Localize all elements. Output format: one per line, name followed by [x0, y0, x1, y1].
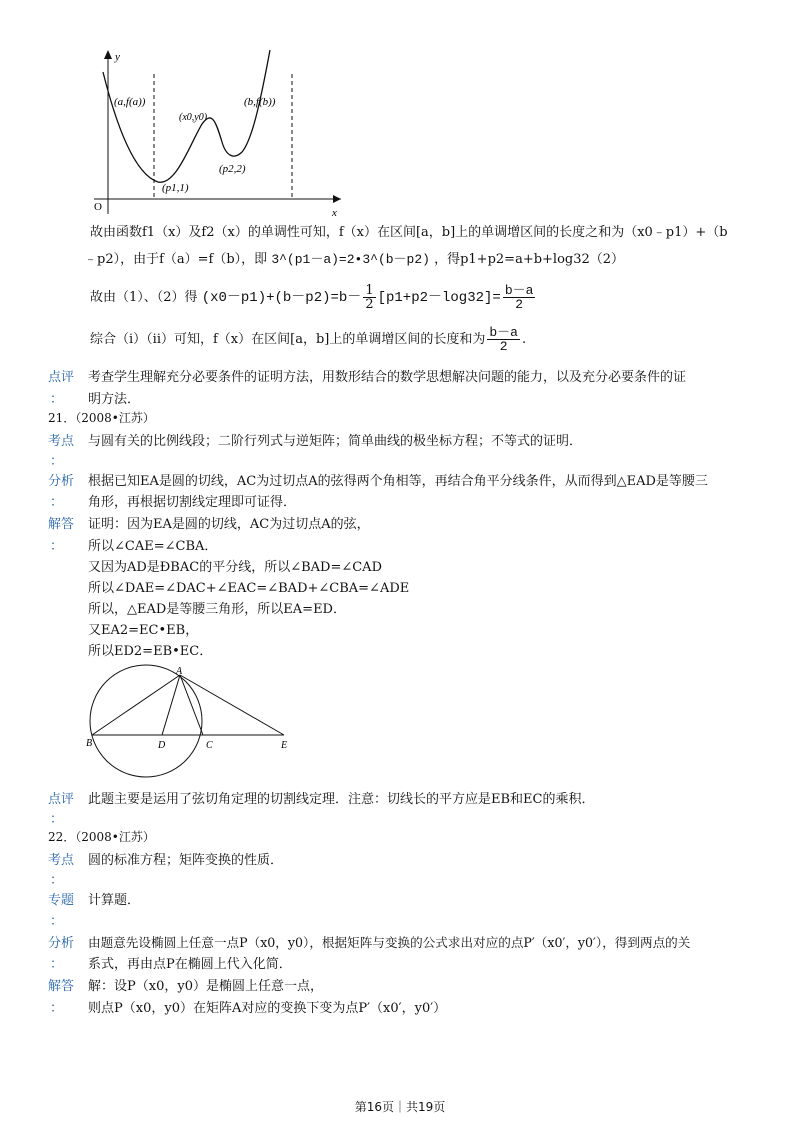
p20-dianping-line2: 明方法．: [88, 392, 141, 407]
q21-jieda-line: 证明：因为EA是圆的切线，AC为过切点A的弦，: [88, 517, 370, 532]
p20-line2-formula: 3^(p1－a)=2•3^(b－p2): [271, 252, 430, 267]
point-e: E: [281, 740, 288, 751]
q21-jieda-colon: ：: [50, 539, 64, 554]
q22-zhuanti-label: 专题: [48, 893, 75, 908]
circle: [90, 665, 202, 777]
q22-jieda-line1: 解：设P（x0，y0）是椭圆上任意一点，: [88, 979, 323, 994]
segment-ad: [162, 675, 180, 735]
q22-jieda-line2: 则点P（x0，y0）在矩阵A对应的变换下变为点P′（x0′，y0′）: [88, 1001, 447, 1016]
point-a: A: [176, 666, 183, 677]
p20-line3-bracket: [p1+p2－log32]=: [377, 290, 501, 306]
q22-kaodian-colon: ：: [50, 873, 64, 888]
q21-kaodian-colon: ：: [50, 454, 64, 469]
y-axis-label: y: [115, 51, 120, 63]
q21-kaodian-label: 考点: [48, 434, 75, 449]
p20-line2-text: ﹣p2），由于f（a）=f（b），即: [84, 252, 268, 267]
result-numerator: b－a: [504, 283, 534, 298]
result-fraction: [503, 284, 536, 311]
q21-header: 21．（2008•江苏）: [48, 411, 155, 425]
conclusion-fraction: [487, 326, 520, 353]
page-footer: 第16页｜共19页: [354, 1100, 446, 1114]
conclusion-denominator: 2: [499, 339, 508, 354]
q22-kaodian-label: 考点: [48, 853, 75, 868]
q21-dianping-colon: ：: [50, 812, 64, 827]
point-c: C: [206, 740, 213, 751]
q22-header: 22．（2008•江苏）: [48, 830, 155, 844]
half-numerator: 1: [365, 283, 374, 298]
p20-line4: 综合（i）（ii）可知，f（x）在区间[a，b]上的单调增区间的长度和为 $\frac{b-a}{2}$ .: [90, 325, 527, 354]
half-fraction: [363, 284, 375, 311]
p20-dianping-line1: 考查学生理解充分必要条件的证明方法，用数形结合的数学思想解决问题的能力，以及充分必要条件的证: [88, 370, 687, 385]
result-denominator: 2: [515, 297, 524, 312]
q21-dianping-text: 此题主要是运用了弦切角定理的切割线定理．注意：切线长的平方应是EB和EC的乘积．: [88, 792, 595, 807]
q22-jieda-colon: ：: [50, 1001, 64, 1016]
q22-fenxi-label: 分析: [48, 936, 75, 951]
function-graph: [86, 44, 346, 222]
q21-jieda-line: 所以ED2=EB•EC．: [88, 644, 213, 659]
q22-fenxi-line1: 由题意先设椭圆上任意一点P（x0，y0），根据矩阵与变换的公式求出对应的点P′（x0′，y0′），得到两点的关: [88, 935, 691, 950]
point-b: B: [86, 738, 93, 749]
q21-fenxi-line2: 角形，再根据切割线定理即可证得．: [88, 495, 297, 510]
p20-line3-formula: (x0－p1)+(b－p2)=b－: [201, 290, 362, 306]
q21-fenxi-label: 分析: [48, 474, 75, 489]
q21-fenxi-line1: 根据已知EA是圆的切线，AC为过切点A的弦得两个角相等，再结合角平分线条件，从而得到△EAD是等腰三: [88, 474, 708, 489]
x-axis-arrow-icon: [333, 195, 341, 203]
origin-label: O: [94, 201, 102, 213]
conclusion-numerator: b－a: [489, 325, 518, 340]
q21-jieda-line: 所以∠DAE=∠DAC+∠EAC=∠BAD+∠CBA=∠ADE: [88, 581, 410, 596]
q22-zhuanti-text: 计算题．: [88, 893, 141, 908]
half-denominator: 2: [365, 297, 374, 312]
p20-line3: [90, 284, 537, 311]
y-axis-arrow-icon: [104, 50, 112, 59]
point-d: D: [158, 740, 166, 751]
p20-dianping-label: 点评: [48, 370, 75, 385]
x-axis-label: x: [332, 207, 337, 219]
point-p1-label: (p1,1): [162, 182, 189, 194]
p20-line2-result: ，得p1+p2=a+b+log32（2）: [434, 252, 625, 267]
p20-line1: 故由函数f1（x）及f2（x）的单调性可知，f（x）在区间[a，b]上的单调增区间的长度之和为（x0﹣p1）+（b: [90, 225, 728, 240]
circle-tangent-figure: [84, 662, 304, 784]
point-a-label: (a,f(a)): [114, 96, 146, 108]
q22-jieda-label: 解答: [48, 979, 75, 994]
point-p2-label: (p2,2): [219, 163, 246, 175]
q21-dianping-label: 点评: [48, 792, 75, 807]
q22-fenxi-colon: ：: [50, 957, 64, 972]
p20-line4-text: 综合（i）（ii）可知，f（x）在区间[a，b]上的单调增区间的长度和为: [90, 332, 486, 347]
q22-fenxi-line2: 系式，再由点P在椭圆上代入化简．: [88, 957, 292, 972]
q21-jieda-line: 又EA2=EC•EB，: [88, 623, 199, 638]
q22-kaodian-text: 圆的标准方程；矩阵变换的性质．: [88, 853, 284, 868]
point-b-label: (b,f(b)): [244, 96, 276, 108]
q21-jieda-line: 又因为AD是ÐBAC的平分线，所以∠BAD=∠CAD: [88, 560, 382, 575]
q21-jieda-line: 所以∠CAE=∠CBA．: [88, 539, 218, 554]
q21-jieda-line: 所以，△EAD是等腰三角形，所以EA=ED．: [88, 602, 346, 617]
p20-line3-text: 故由（1）、（2）得: [90, 290, 198, 305]
p20-line2: [84, 248, 624, 267]
q22-zhuanti-colon: ：: [50, 914, 64, 929]
point-x0-label: (x0,y0): [179, 112, 208, 123]
q21-kaodian-text: 与圆有关的比例线段；二阶行列式与逆矩阵；简单曲线的极坐标方程；不等式的证明．: [88, 434, 583, 449]
q21-fenxi-colon: ：: [50, 495, 64, 510]
p20-dianping-colon: ：: [50, 392, 64, 407]
segment-ae: [180, 675, 284, 735]
q21-jieda-label: 解答: [48, 517, 75, 532]
segment-ab: [92, 675, 180, 735]
